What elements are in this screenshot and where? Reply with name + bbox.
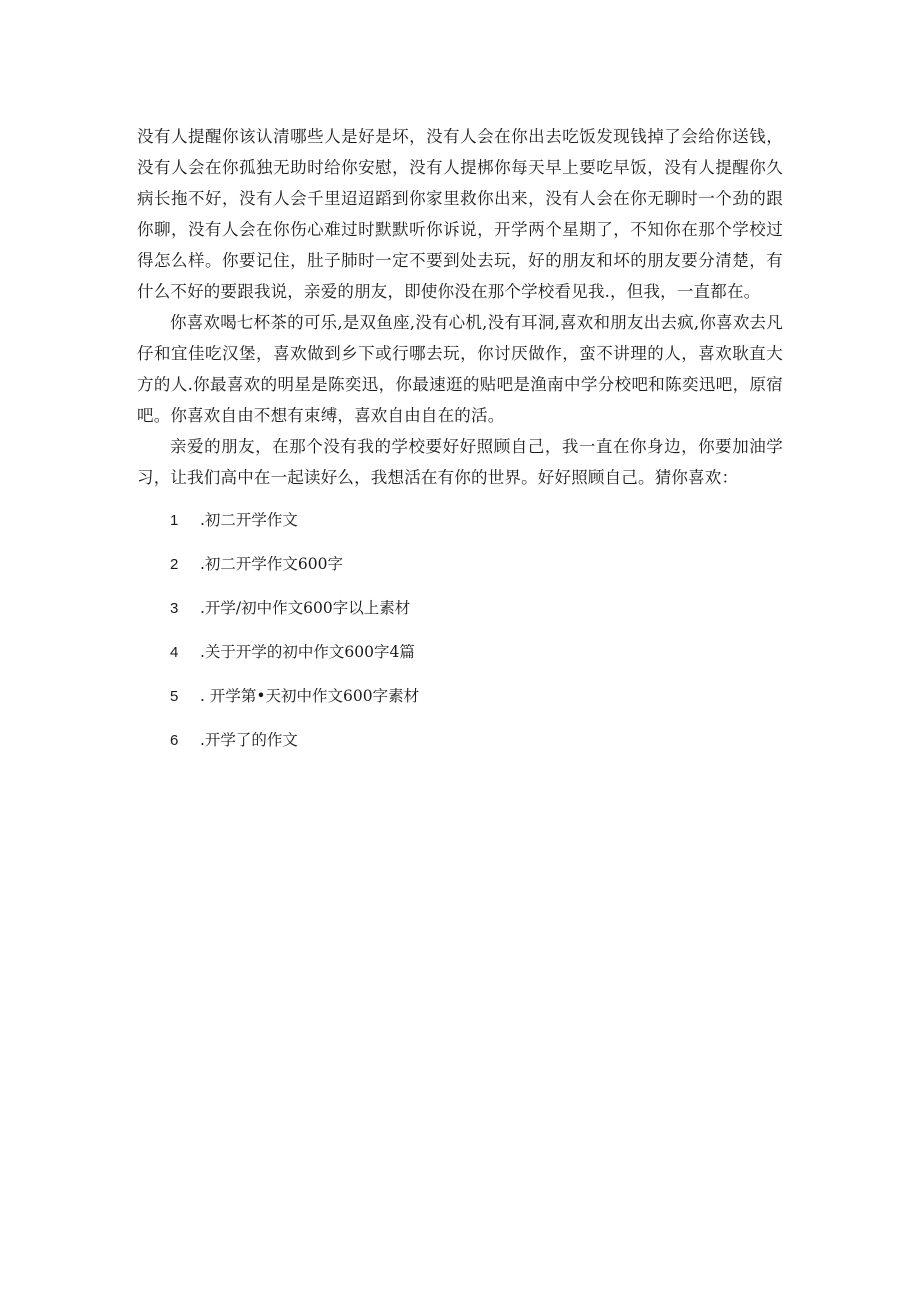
related-item-link[interactable]: . 开学第•天初中作文600字素材 (200, 687, 420, 705)
related-articles-list (137, 508, 783, 772)
related-item-link[interactable]: .初二开学作文600字 (200, 555, 344, 573)
related-item-2[interactable] (137, 552, 783, 596)
related-item-number: 6 (170, 732, 179, 749)
related-item-6[interactable] (137, 728, 783, 772)
paragraph-1: 没有人提醒你该认清哪些人是好是坏，没有人会在你出去吃饭发现钱掉了会给你送钱，没有人会在你孤独无助时给你安慰，没有人提梆你每天早上要吃早饭，没有人提醒你久病长拖不好，没有人会千里迢迢蹈到你家里救你出来，没有人会在你无聊时一个劲的跟你聊，没有人会在你伤心难过时默默听你诉说，开学两个星期了，不知你在那个学校过得怎么样。你要记住，肚子肺时一定不要到处去玩，好的朋友和坏的朋友要分清楚，有什么不好的要跟我说，亲爱的朋友，即使你没在那个学校看见我.，但我，一直都在。 (137, 127, 783, 301)
related-item-number: 2 (170, 556, 179, 573)
related-item-link[interactable]: .开学/初中作文600字以上素材 (200, 599, 411, 617)
related-item-1[interactable] (137, 508, 783, 552)
related-item-number: 4 (170, 644, 179, 661)
paragraph-3: 亲爱的朋友，在那个没有我的学校要好好照顾自己，我一直在你身边，你要加油学习，让我们高中在一起读好么，我想活在有你的世界。好好照顾自己。猜你喜欢： (137, 437, 783, 487)
related-item-5[interactable] (137, 684, 783, 728)
related-item-number: 5 (170, 688, 179, 705)
related-item-3[interactable] (137, 596, 783, 640)
related-item-link[interactable]: .初二开学作文 (200, 511, 298, 529)
paragraph-2: 你喜欢喝七杯茶的可乐,是双鱼座,没有心机,没有耳洞,喜欢和朋友出去疯,你喜欢去凡仔和宜佳吃汉堡，喜欢做到乡下或行哪去玩，你讨厌做作，蛮不讲理的人，喜欢耿直大方的人.你最喜欢的明星是陈奕迅，你最速逛的贴吧是渔南中学分校吧和陈奕迅吧，原宿吧。你喜欢自由不想有束缚，喜欢自由自在的活。 (137, 313, 783, 425)
article-body (137, 121, 783, 772)
related-item-link[interactable]: .关于开学的初中作文600字4篇 (200, 643, 415, 661)
related-item-4[interactable] (137, 640, 783, 684)
related-item-link[interactable]: .开学了的作文 (200, 731, 298, 749)
related-item-number: 1 (170, 512, 179, 529)
related-item-number: 3 (170, 600, 179, 617)
